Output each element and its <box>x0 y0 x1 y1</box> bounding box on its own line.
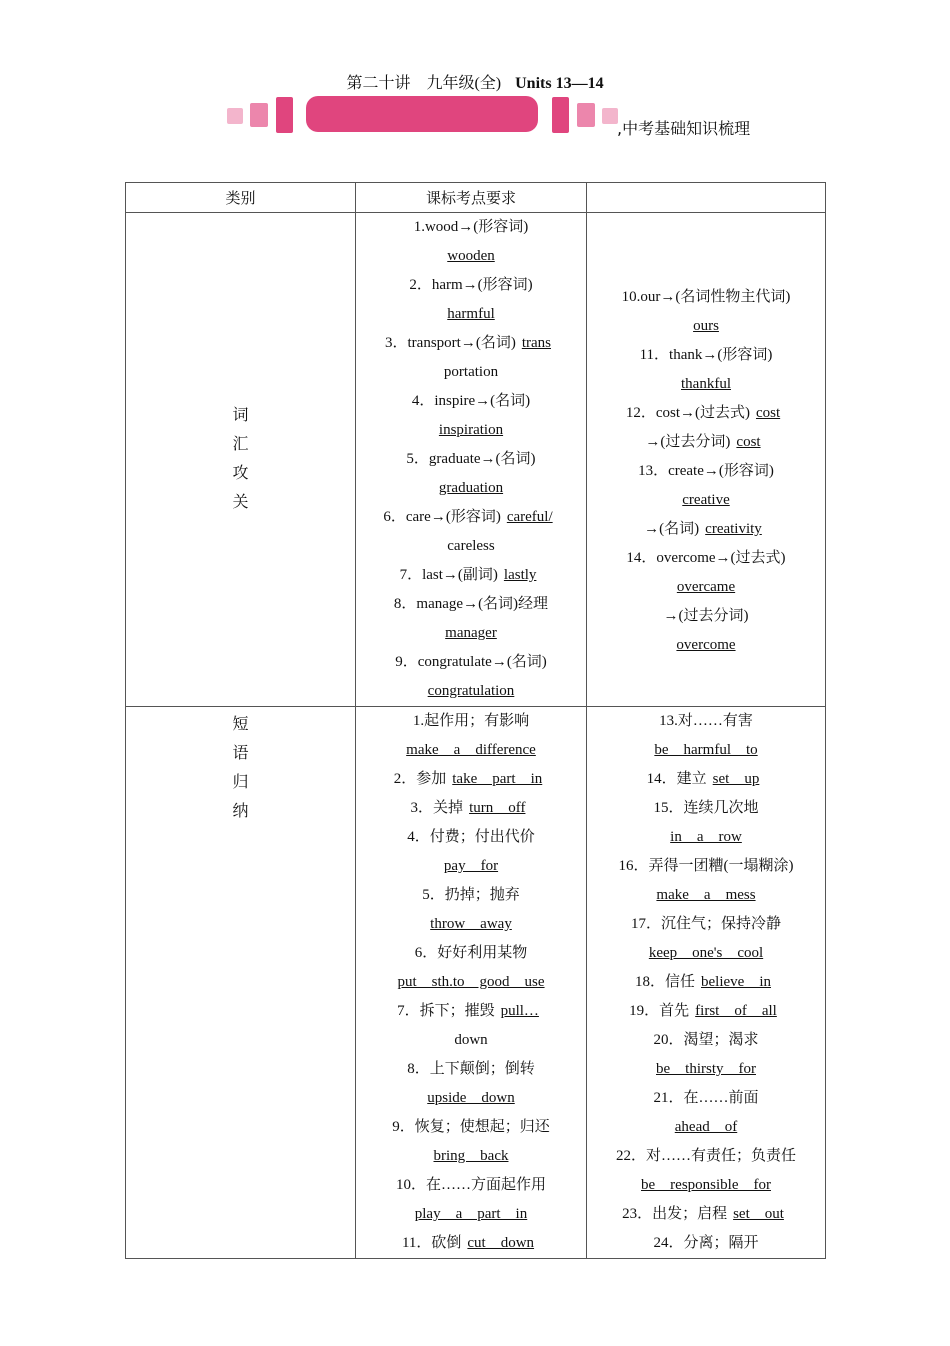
item-answer: graduation <box>438 480 504 496</box>
vocab-row <box>126 213 826 707</box>
phrases-category <box>126 707 356 1259</box>
item-prompt: 23．出发；启程 <box>622 1206 728 1222</box>
category-char: 汇 <box>232 434 249 453</box>
item-answer: set out <box>733 1206 784 1222</box>
item-prompt: →(名词) <box>644 521 700 537</box>
item-answer: ours <box>693 318 719 334</box>
section-banner <box>0 94 950 138</box>
item-prompt: 11．thank→(形容词) <box>639 347 773 363</box>
section-title: ,中考基础知识梳理 <box>617 119 751 138</box>
item-answer: be harmful to <box>654 742 758 758</box>
item-prompt: 5．扔掉；抛弃 <box>422 887 520 903</box>
item-line <box>587 544 825 573</box>
category-char: 语 <box>232 743 249 762</box>
item-answer: wooden <box>447 248 495 264</box>
answer-line <box>356 242 586 271</box>
item-prompt: 1.起作用；有影响 <box>412 713 530 729</box>
header-category: 类别 <box>126 183 356 213</box>
item-answer: overcame <box>676 579 736 595</box>
item-prompt: 4．inspire→(名词) <box>411 393 531 409</box>
answer-line <box>587 939 825 968</box>
item-line <box>356 1171 586 1200</box>
item-answer: cost <box>755 405 781 421</box>
item-line <box>587 1084 825 1113</box>
item-answer: creativity <box>705 521 762 537</box>
item-line <box>587 1026 825 1055</box>
answer-line <box>356 1200 586 1229</box>
item-answer: pay for <box>443 858 499 874</box>
item-line <box>356 532 586 561</box>
answer-line <box>356 416 586 445</box>
item-answer: be responsible for <box>641 1177 771 1193</box>
header-requirements: 课标考点要求 <box>356 183 587 213</box>
item-answer: make a difference <box>406 742 536 758</box>
answer-line <box>356 677 586 706</box>
item-answer: upside down <box>427 1090 515 1106</box>
answer-line <box>356 1142 586 1171</box>
item-prompt: 10.our→(名词性物主代词) <box>621 289 791 305</box>
answer-line <box>587 823 825 852</box>
item-line <box>356 213 586 242</box>
answer-line <box>356 910 586 939</box>
item-prompt: 20．渴望；渴求 <box>653 1032 759 1048</box>
item-prompt: 13.对……有害 <box>659 713 753 729</box>
item-answer: creative <box>682 492 730 508</box>
item-line <box>587 997 825 1026</box>
item-line <box>356 1055 586 1084</box>
item-answer: manager <box>445 625 497 641</box>
item-prompt: 1.wood→(形容词) <box>413 219 529 235</box>
item-prompt: 11．砍倒 <box>401 1235 462 1251</box>
banner-square <box>577 103 595 127</box>
item-prompt: 3．transport→(名词) <box>385 335 516 351</box>
item-answer: cost <box>736 434 761 450</box>
category-char: 词 <box>232 405 249 424</box>
item-prompt: 9．恢复；使想起；归还 <box>392 1119 550 1135</box>
answer-line <box>587 736 825 765</box>
answer-line <box>587 573 825 602</box>
item-answer: first of all <box>695 1003 777 1019</box>
item-prompt: 2．harm→(形容词) <box>409 277 533 293</box>
item-answer: in a row <box>670 829 742 845</box>
answer-line <box>587 631 825 660</box>
item-line <box>587 457 825 486</box>
item-line <box>587 707 825 736</box>
item-prompt: 10．在……方面起作用 <box>395 1177 546 1193</box>
item-prompt: 16．弄得一团糟(一塌糊涂) <box>618 858 794 874</box>
item-answer: cut down <box>467 1235 535 1251</box>
category-char: 纳 <box>232 801 249 820</box>
page-title <box>0 70 950 93</box>
item-prompt: down <box>454 1032 488 1048</box>
banner-square <box>552 97 569 133</box>
item-answer: careful/ <box>506 509 553 525</box>
item-line <box>587 428 825 457</box>
category-char: 短 <box>232 714 249 733</box>
item-prompt: 21．在……前面 <box>653 1090 759 1106</box>
item-answer: overcome <box>676 637 736 653</box>
answer-line <box>356 852 586 881</box>
item-answer: bring back <box>433 1148 509 1164</box>
answer-line <box>587 1113 825 1142</box>
item-answer: take part in <box>452 771 543 787</box>
item-prompt: 8．上下颠倒；倒转 <box>407 1061 535 1077</box>
answer-line <box>587 486 825 515</box>
item-answer: lastly <box>503 567 537 583</box>
item-line <box>587 968 825 997</box>
item-prompt: 18．信任 <box>635 974 696 990</box>
answer-line <box>356 300 586 329</box>
item-line <box>587 1229 825 1258</box>
item-answer: make a mess <box>656 887 756 903</box>
item-line <box>587 910 825 939</box>
item-line <box>587 515 825 544</box>
item-line <box>587 341 825 370</box>
vocab-col-2 <box>587 213 826 707</box>
item-answer: turn off <box>469 800 526 816</box>
category-char: 关 <box>232 492 249 511</box>
item-prompt: →(过去分词) <box>645 434 731 450</box>
answer-line <box>587 370 825 399</box>
answer-line <box>356 1084 586 1113</box>
item-prompt: 8．manage→(名词)经理 <box>393 596 549 612</box>
item-prompt: 4．付费；付出代价 <box>407 829 535 845</box>
banner-square <box>227 108 243 124</box>
item-prompt: 15．连续几次地 <box>653 800 759 816</box>
answer-line <box>587 1055 825 1084</box>
item-prompt: 19．首先 <box>629 1003 690 1019</box>
phrases-col-1 <box>356 707 587 1259</box>
answer-line <box>356 968 586 997</box>
item-prompt: 6．好好利用某物 <box>414 945 528 961</box>
answer-line <box>587 881 825 910</box>
item-line <box>587 1142 825 1171</box>
item-prompt: careless <box>447 538 495 554</box>
item-line <box>356 794 586 823</box>
phrases-row <box>126 707 826 1259</box>
vocab-col-1 <box>356 213 587 707</box>
item-answer: thankful <box>681 376 731 392</box>
item-prompt: 9．congratulate→(名词) <box>395 654 547 670</box>
item-line <box>356 939 586 968</box>
item-prompt: 7．拆下；摧毁 <box>397 1003 495 1019</box>
phrases-col-2 <box>587 707 826 1259</box>
item-line <box>587 794 825 823</box>
item-line <box>356 1113 586 1142</box>
item-prompt: 12．cost→(过去式) <box>625 405 750 421</box>
answer-line <box>587 1171 825 1200</box>
item-line <box>356 648 586 677</box>
item-line <box>587 399 825 428</box>
answer-line <box>356 619 586 648</box>
item-prompt: 14．overcome→(过去式) <box>626 550 786 566</box>
answer-line <box>356 474 586 503</box>
item-answer: put sth.to good use <box>397 974 545 990</box>
item-prompt: 7．last→(副词) <box>399 567 498 583</box>
category-char: 攻 <box>232 463 249 482</box>
item-prompt: 14．建立 <box>646 771 707 787</box>
item-line <box>356 503 586 532</box>
item-answer: believe in <box>701 974 771 990</box>
item-line <box>356 1229 586 1258</box>
item-line <box>356 387 586 416</box>
item-answer: congratulation <box>427 683 515 699</box>
item-line <box>356 590 586 619</box>
item-line <box>356 765 586 794</box>
item-line <box>587 765 825 794</box>
item-line <box>356 1026 586 1055</box>
banner-square <box>250 103 268 127</box>
item-prompt: 24．分离；隔开 <box>653 1235 759 1251</box>
banner-bar <box>306 96 538 132</box>
item-answer: ahead of <box>674 1119 738 1135</box>
table-header-row <box>126 183 826 213</box>
item-line <box>356 823 586 852</box>
item-answer: trans <box>521 335 551 351</box>
category-char: 归 <box>232 772 249 791</box>
item-line <box>356 707 586 736</box>
item-prompt: portation <box>443 364 499 380</box>
lecture-title: 第二十讲 九年级(全) <box>346 75 502 92</box>
item-line <box>587 1200 825 1229</box>
item-line <box>356 329 586 358</box>
item-prompt: 5．graduate→(名词) <box>406 451 536 467</box>
item-prompt: 2．参加 <box>393 771 447 787</box>
item-line <box>356 561 586 590</box>
item-prompt: →(过去分词) <box>663 608 749 624</box>
item-line <box>356 445 586 474</box>
units-label: Units 13—14 <box>515 75 604 92</box>
item-line <box>587 852 825 881</box>
banner-square <box>602 108 618 124</box>
knowledge-table <box>125 182 826 1259</box>
item-line <box>356 997 586 1026</box>
item-answer: pull… <box>500 1003 539 1019</box>
item-answer: play a part in <box>414 1206 528 1222</box>
item-prompt: 3．关掉 <box>410 800 464 816</box>
item-prompt: 6．care→(形容词) <box>383 509 501 525</box>
answer-line <box>587 312 825 341</box>
item-answer: be thirsty for <box>656 1061 756 1077</box>
item-prompt: 22．对……有责任；负责任 <box>615 1148 796 1164</box>
item-answer: harmful <box>447 306 495 322</box>
item-answer: inspiration <box>438 422 504 438</box>
item-line <box>356 271 586 300</box>
item-line <box>356 358 586 387</box>
answer-line <box>356 736 586 765</box>
header-empty <box>587 183 826 213</box>
vocab-category <box>126 213 356 707</box>
item-prompt: 13．create→(形容词) <box>638 463 774 479</box>
item-prompt: 17．沉住气；保持冷静 <box>630 916 781 932</box>
item-line <box>587 602 825 631</box>
item-line <box>587 283 825 312</box>
item-answer: set up <box>712 771 760 787</box>
item-answer: keep one's cool <box>648 945 764 961</box>
item-line <box>356 881 586 910</box>
banner-square <box>276 97 293 133</box>
item-answer: throw away <box>430 916 512 932</box>
